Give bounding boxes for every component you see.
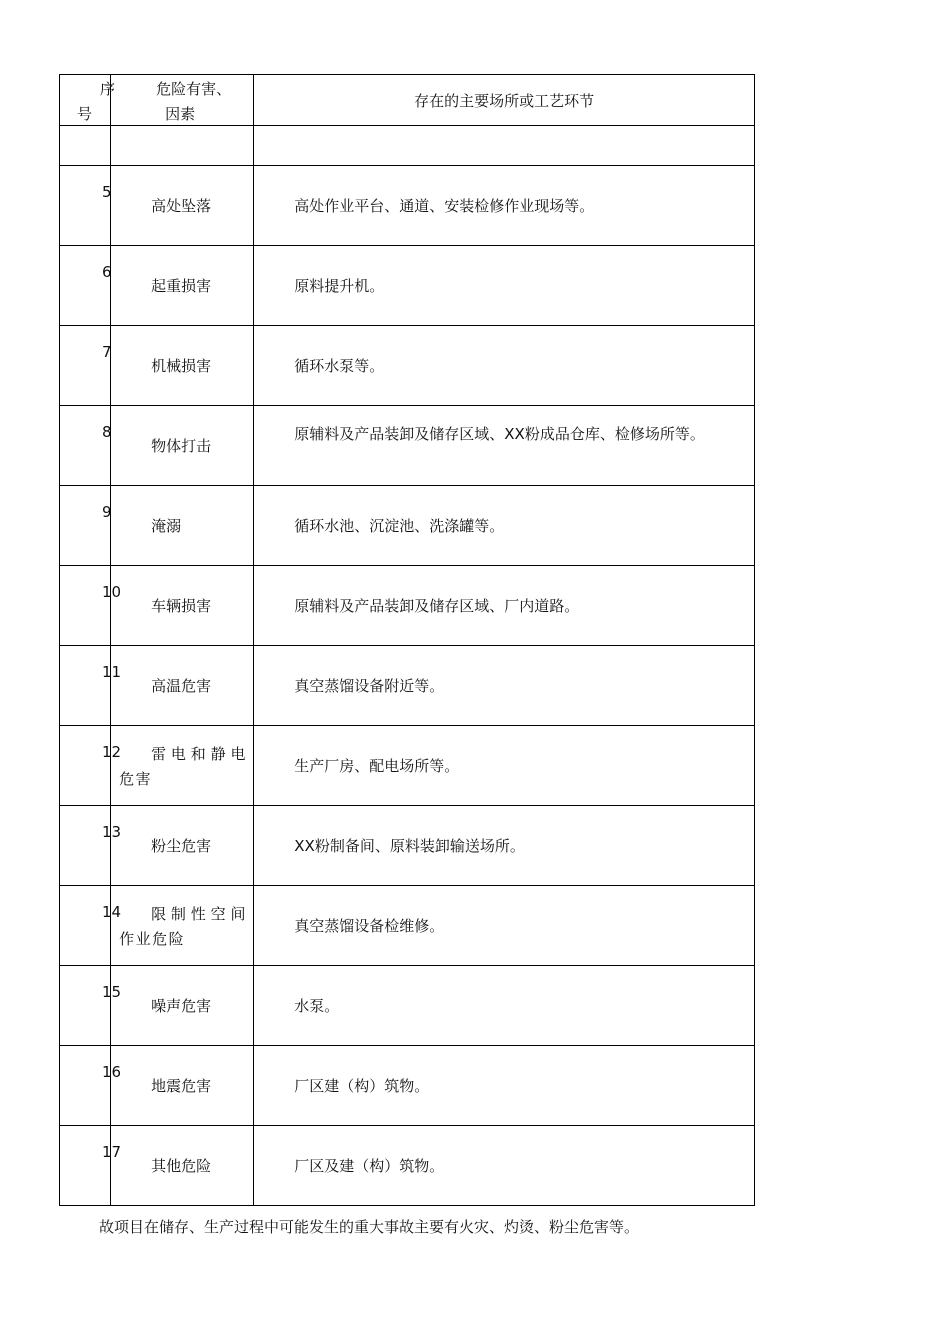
row-location: 高处作业平台、通道、安装检修作业现场等。: [294, 197, 595, 215]
row-no: 6: [102, 263, 112, 281]
row-location-cell: [254, 1126, 755, 1206]
table-row: [60, 966, 755, 1046]
row-hazard-cell: [111, 406, 254, 486]
row-location: 生产厂房、配电场所等。: [294, 757, 460, 775]
row-hazard-cell: [111, 166, 254, 246]
row-location: 真空蒸馏设备附近等。: [294, 677, 445, 695]
row-no-cell: [60, 166, 111, 246]
row-hazard-cell: [111, 326, 254, 406]
table-row: [60, 886, 755, 966]
table-header-row: [60, 75, 755, 126]
row-location: 厂区及建（构）筑物。: [294, 1157, 445, 1175]
row-location: 原辅料及产品装卸及储存区域、XX粉成品仓库、检修场所等。: [294, 425, 705, 443]
row-hazard: 限制性空间作业危险: [119, 905, 248, 948]
row-location-cell: [254, 246, 755, 326]
table-row: [60, 1126, 755, 1206]
row-no: 17: [102, 1143, 122, 1161]
row-location-cell: [254, 406, 755, 486]
blank-cell: [111, 126, 254, 166]
header-location: 存在的主要场所或工艺环节: [414, 92, 595, 110]
row-location-cell: [254, 1046, 755, 1126]
row-no: 8: [102, 423, 112, 441]
row-hazard-cell: [111, 566, 254, 646]
row-hazard: 高处坠落: [151, 197, 212, 215]
blank-cell: [60, 126, 111, 166]
header-hazard-line2: 因素: [165, 105, 196, 123]
row-no: 15: [102, 983, 122, 1001]
row-hazard: 噪声危害: [151, 997, 212, 1015]
header-cell-hazard: [111, 75, 254, 126]
header-no-line1: 序: [100, 80, 116, 98]
row-location-cell: [254, 166, 755, 246]
row-location-cell: [254, 646, 755, 726]
row-hazard-cell: [111, 806, 254, 886]
row-location: 循环水池、沉淀池、洗涤罐等。: [294, 517, 505, 535]
row-location: 真空蒸馏设备检维修。: [294, 917, 445, 935]
table-row: [60, 1046, 755, 1126]
table-row: [60, 166, 755, 246]
table-row: [60, 646, 755, 726]
row-location: 水泵。: [294, 997, 340, 1015]
row-location-cell: [254, 726, 755, 806]
row-hazard: 淹溺: [151, 517, 182, 535]
row-location: 原料提升机。: [294, 277, 385, 295]
row-no-cell: [60, 886, 122, 966]
table-row: [60, 726, 755, 806]
table-row: [60, 246, 755, 326]
row-no: 12: [102, 743, 122, 761]
row-hazard-cell: [111, 486, 254, 566]
row-location-cell: [254, 326, 755, 406]
table-row: [60, 486, 755, 566]
hazard-table: [59, 74, 755, 1206]
row-no-cell: [60, 406, 111, 486]
row-hazard: 粉尘危害: [151, 837, 212, 855]
row-hazard-cell: [111, 966, 254, 1046]
row-hazard: 高温危害: [151, 677, 212, 695]
row-location-cell: [254, 486, 755, 566]
row-location-cell: [254, 806, 755, 886]
row-no: 10: [102, 583, 122, 601]
header-no-line2: 号: [77, 105, 93, 123]
row-hazard: 地震危害: [151, 1077, 212, 1095]
row-hazard-cell: [111, 1046, 254, 1126]
row-hazard: 机械损害: [151, 357, 212, 375]
table-row: [60, 326, 755, 406]
table-row: [60, 406, 755, 486]
row-hazard-cell: [111, 646, 254, 726]
row-no-cell: [60, 806, 122, 886]
row-no: 13: [102, 823, 122, 841]
table-blank-row: [60, 126, 755, 166]
row-no-cell: [60, 246, 111, 326]
row-hazard: 物体打击: [151, 437, 212, 455]
conclusion-paragraph: 故项目在储存、生产过程中可能发生的重大事故主要有火灾、灼烫、粉尘危害等。: [99, 1218, 640, 1236]
row-location-cell: [254, 566, 755, 646]
row-no-cell: [60, 1046, 122, 1126]
row-hazard-cell: [111, 1126, 254, 1206]
row-no-cell: [60, 726, 122, 806]
row-location-cell: [254, 966, 755, 1046]
blank-cell: [254, 126, 755, 166]
row-no: 14: [102, 903, 122, 921]
row-hazard-cell: [111, 886, 254, 966]
row-hazard: 车辆损害: [151, 597, 212, 615]
row-location-cell: [254, 886, 755, 966]
row-no: 16: [102, 1063, 122, 1081]
row-no: 9: [102, 503, 112, 521]
row-hazard: 其他危险: [151, 1157, 212, 1175]
row-no: 7: [102, 343, 112, 361]
row-no-cell: [60, 566, 122, 646]
row-no: 11: [102, 663, 122, 681]
table-row: [60, 566, 755, 646]
row-location: XX粉制备间、原料装卸输送场所。: [294, 837, 525, 855]
row-hazard-cell: [111, 246, 254, 326]
row-no-cell: [60, 646, 122, 726]
row-no-cell: [60, 1126, 122, 1206]
row-location: 原辅料及产品装卸及储存区域、厂内道路。: [294, 597, 580, 615]
row-no: 5: [102, 183, 112, 201]
row-location: 厂区建（构）筑物。: [294, 1077, 430, 1095]
row-hazard: 雷电和静电危害: [119, 745, 248, 788]
header-cell-no: [60, 75, 116, 126]
row-no-cell: [60, 966, 122, 1046]
header-cell-location: [254, 75, 755, 126]
row-location: 循环水泵等。: [294, 357, 385, 375]
header-hazard-line1: 危险有害、: [156, 80, 232, 98]
row-hazard-cell: [111, 726, 254, 806]
table-row: [60, 806, 755, 886]
row-no-cell: [60, 486, 111, 566]
row-no-cell: [60, 326, 111, 406]
row-hazard: 起重损害: [151, 277, 212, 295]
